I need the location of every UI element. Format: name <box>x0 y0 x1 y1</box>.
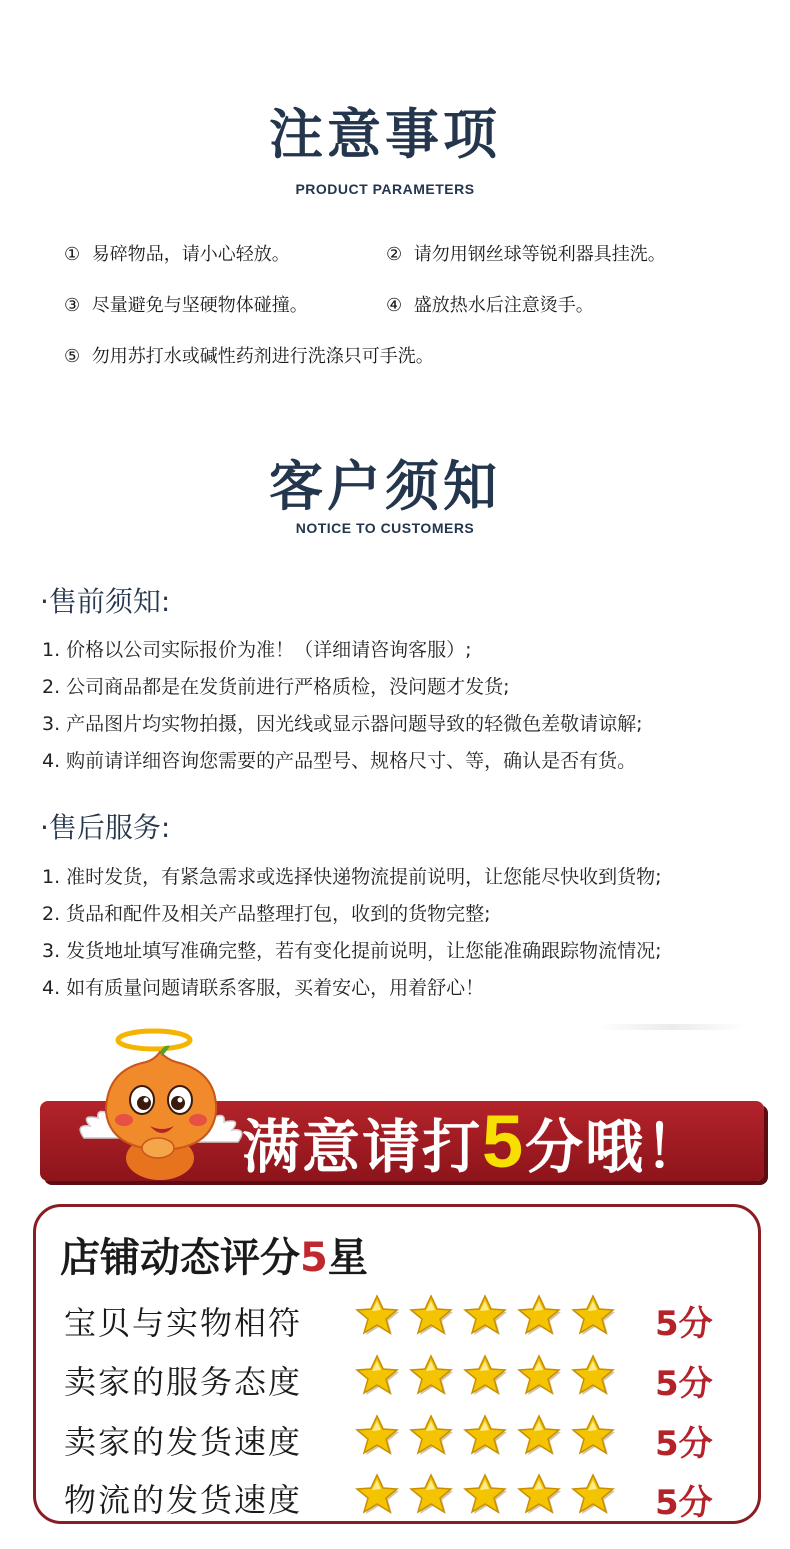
star-icon <box>516 1414 562 1458</box>
banner-text: 满意请打5分哦！ <box>242 1100 706 1183</box>
star-icon <box>462 1414 508 1458</box>
star-icon <box>354 1354 400 1398</box>
mascot-icon <box>76 1026 246 1186</box>
customers-title: 客户须知 <box>269 455 501 518</box>
star-icon <box>354 1473 400 1517</box>
presale-item: 4. 购前请详细咨询您需要的产品型号、规格尺寸、等，确认是否有货。 <box>42 750 637 772</box>
aftersale-heading: ·售后服务: <box>40 811 171 844</box>
aftersale-item: 1. 准时发货，有紧急需求或选择快递物流提前说明，让您能尽快收到货物; <box>42 866 662 888</box>
notice-item-1: ① 易碎物品，请小心轻放。 <box>64 244 290 265</box>
aftersale-item: 3. 发货地址填写准确完整，若有变化提前说明，让您能准确跟踪物流情况; <box>42 940 662 962</box>
rating-row-label: 卖家的发货速度 <box>64 1423 303 1461</box>
star-icon <box>516 1294 562 1338</box>
rating-score: 5分 <box>655 1304 713 1344</box>
aftersale-item: 2. 货品和配件及相关产品整理打包，收到的货物完整; <box>42 903 491 925</box>
star-icon <box>354 1414 400 1458</box>
rating-score: 5分 <box>655 1364 713 1404</box>
star-icon <box>570 1414 616 1458</box>
rating-score: 5分 <box>655 1483 713 1523</box>
customers-subtitle: NOTICE TO CUSTOMERS <box>295 520 475 536</box>
notice-item-4: ④ 盛放热水后注意烫手。 <box>386 295 594 316</box>
star-rating <box>354 1414 624 1462</box>
presale-heading: ·售前须知: <box>40 585 171 618</box>
star-icon <box>354 1294 400 1338</box>
star-icon <box>462 1473 508 1517</box>
star-icon <box>516 1473 562 1517</box>
notice-title: 注意事项 <box>269 103 501 166</box>
star-icon <box>462 1354 508 1398</box>
notice-item-3: ③ 尽量避免与坚硬物体碰撞。 <box>64 295 308 316</box>
star-rating <box>354 1354 624 1402</box>
presale-item: 3. 产品图片均实物拍摄，因光线或显示器问题导致的轻微色差敬请谅解; <box>42 713 643 735</box>
rating-row-label: 卖家的服务态度 <box>64 1363 303 1401</box>
star-icon <box>408 1354 454 1398</box>
notice-subtitle: PRODUCT PARAMETERS <box>295 181 475 197</box>
rating-score: 5分 <box>655 1424 713 1464</box>
star-icon <box>570 1473 616 1517</box>
star-icon <box>462 1294 508 1338</box>
rating-row-label: 物流的发货速度 <box>64 1481 303 1519</box>
rating-row-label: 宝贝与实物相符 <box>64 1304 303 1342</box>
rating-title: 店铺动态评分5星 <box>60 1235 368 1281</box>
star-icon <box>570 1294 616 1338</box>
star-icon <box>570 1354 616 1398</box>
star-icon <box>408 1294 454 1338</box>
star-icon <box>408 1414 454 1458</box>
presale-item: 1. 价格以公司实际报价为准！（详细请咨询客服）; <box>42 639 472 661</box>
notice-item-2: ② 请勿用钢丝球等锐利器具挂洗。 <box>386 244 666 265</box>
star-rating <box>354 1473 624 1521</box>
star-rating <box>354 1294 624 1342</box>
star-icon <box>408 1473 454 1517</box>
presale-item: 2. 公司商品都是在发货前进行严格质检，没问题才发货; <box>42 676 510 698</box>
aftersale-item: 4. 如有质量问题请联系客服，买着安心，用着舒心！ <box>42 977 485 999</box>
notice-item-5: ⑤ 勿用苏打水或碱性药剂进行洗涤只可手洗。 <box>64 346 434 367</box>
divider-shadow <box>596 1024 746 1030</box>
star-icon <box>516 1354 562 1398</box>
